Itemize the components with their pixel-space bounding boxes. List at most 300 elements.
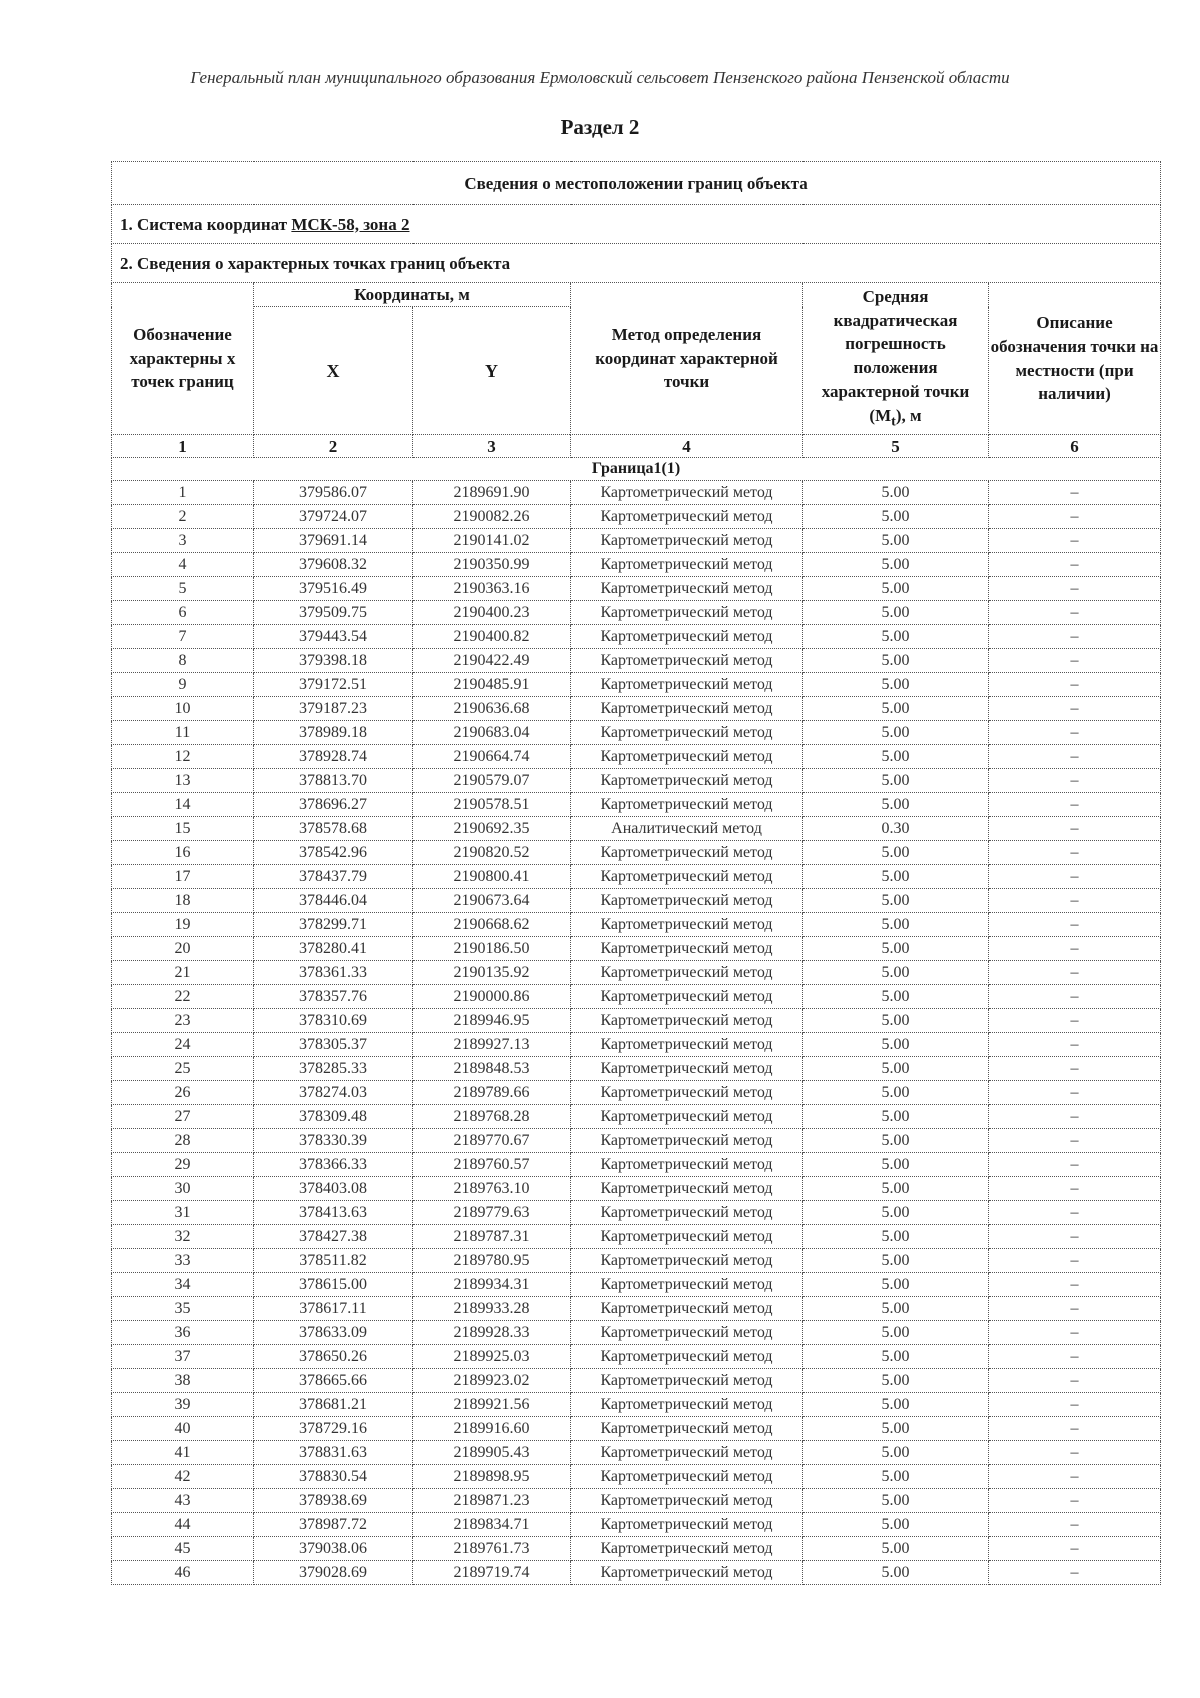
method-cell: Картометрический метод: [571, 649, 803, 673]
description-cell: –: [989, 625, 1161, 649]
points-heading: 2. Сведения о характерных точках границ объекта: [112, 244, 1161, 283]
error-cell: 5.00: [803, 649, 989, 673]
error-cell: 5.00: [803, 505, 989, 529]
method-cell: Картометрический метод: [571, 985, 803, 1009]
method-cell: Картометрический метод: [571, 1513, 803, 1537]
table-row: [112, 1513, 1161, 1537]
method-cell: Картометрический метод: [571, 1081, 803, 1105]
table-row: [112, 481, 1161, 505]
method-cell: Картометрический метод: [571, 1297, 803, 1321]
coord-y-cell: 2189761.73: [413, 1537, 571, 1561]
coord-y-cell: 2189928.33: [413, 1321, 571, 1345]
error-cell: 5.00: [803, 913, 989, 937]
table-row: [112, 1393, 1161, 1417]
error-cell: 5.00: [803, 577, 989, 601]
coord-x-cell: 379516.49: [254, 577, 413, 601]
description-cell: –: [989, 577, 1161, 601]
coord-x-cell: 378274.03: [254, 1081, 413, 1105]
coordinate-system-value: МСК-58, зона 2: [291, 214, 410, 234]
error-cell: 5.00: [803, 1081, 989, 1105]
table-row: [112, 1177, 1161, 1201]
table-row: [112, 1489, 1161, 1513]
coord-x-cell: 379028.69: [254, 1561, 413, 1585]
description-cell: –: [989, 601, 1161, 625]
method-cell: Картометрический метод: [571, 1177, 803, 1201]
method-cell: Картометрический метод: [571, 1273, 803, 1297]
point-number-cell: 6: [112, 601, 254, 625]
coord-x-cell: 378729.16: [254, 1417, 413, 1441]
coord-x-cell: 379586.07: [254, 481, 413, 505]
description-cell: –: [989, 841, 1161, 865]
coord-y-cell: 2190422.49: [413, 649, 571, 673]
method-cell: Картометрический метод: [571, 865, 803, 889]
coord-y-cell: 2190578.51: [413, 793, 571, 817]
point-number-cell: 45: [112, 1537, 254, 1561]
coord-x-cell: 379443.54: [254, 625, 413, 649]
point-number-cell: 28: [112, 1129, 254, 1153]
coord-y-cell: 2189871.23: [413, 1489, 571, 1513]
method-cell: Картометрический метод: [571, 1129, 803, 1153]
method-cell: Картометрический метод: [571, 1249, 803, 1273]
table-row: [112, 529, 1161, 553]
col-error-subscript: t: [891, 413, 896, 430]
error-cell: 5.00: [803, 553, 989, 577]
point-number-cell: 14: [112, 793, 254, 817]
coord-x-cell: 378987.72: [254, 1513, 413, 1537]
description-cell: –: [989, 481, 1161, 505]
table-row: [112, 1321, 1161, 1345]
point-number-cell: 9: [112, 673, 254, 697]
error-cell: 5.00: [803, 1561, 989, 1585]
coord-y-cell: 2189770.67: [413, 1129, 571, 1153]
table-row: [112, 889, 1161, 913]
error-cell: 5.00: [803, 1369, 989, 1393]
coord-y-cell: 2189921.56: [413, 1393, 571, 1417]
description-cell: –: [989, 1273, 1161, 1297]
error-cell: 5.00: [803, 481, 989, 505]
coord-y-cell: 2190692.35: [413, 817, 571, 841]
point-number-cell: 43: [112, 1489, 254, 1513]
coord-x-cell: 378437.79: [254, 865, 413, 889]
table-row: [112, 1201, 1161, 1225]
description-cell: –: [989, 1081, 1161, 1105]
table-row: [112, 865, 1161, 889]
coord-x-cell: 378299.71: [254, 913, 413, 937]
error-cell: 5.00: [803, 793, 989, 817]
description-cell: –: [989, 1249, 1161, 1273]
error-cell: 5.00: [803, 1273, 989, 1297]
table-row: [112, 1033, 1161, 1057]
table-row: [112, 601, 1161, 625]
method-cell: Картометрический метод: [571, 1393, 803, 1417]
point-number-cell: 3: [112, 529, 254, 553]
method-cell: Картометрический метод: [571, 1489, 803, 1513]
coord-y-cell: 2189763.10: [413, 1177, 571, 1201]
error-cell: 5.00: [803, 1513, 989, 1537]
error-cell: 5.00: [803, 1249, 989, 1273]
point-number-cell: 41: [112, 1441, 254, 1465]
coord-y-cell: 2189925.03: [413, 1345, 571, 1369]
section-title: Раздел 2: [560, 115, 640, 139]
coord-x-cell: 378938.69: [254, 1489, 413, 1513]
method-cell: Картометрический метод: [571, 1345, 803, 1369]
point-number-cell: 32: [112, 1225, 254, 1249]
method-cell: Картометрический метод: [571, 961, 803, 985]
coord-y-cell: 2189760.57: [413, 1153, 571, 1177]
error-cell: 5.00: [803, 1129, 989, 1153]
coord-y-cell: 2190800.41: [413, 865, 571, 889]
table-row: [112, 673, 1161, 697]
method-cell: Картометрический метод: [571, 1465, 803, 1489]
table-row: [112, 1441, 1161, 1465]
table-row: [112, 1369, 1161, 1393]
table-row: [112, 505, 1161, 529]
error-cell: 5.00: [803, 1009, 989, 1033]
point-number-cell: 4: [112, 553, 254, 577]
description-cell: –: [989, 961, 1161, 985]
error-cell: 5.00: [803, 1465, 989, 1489]
error-cell: 5.00: [803, 1153, 989, 1177]
coordinate-system-label: 1. Система координат: [120, 214, 292, 234]
method-cell: Картометрический метод: [571, 1033, 803, 1057]
error-cell: 5.00: [803, 1537, 989, 1561]
error-cell: 5.00: [803, 961, 989, 985]
description-cell: –: [989, 529, 1161, 553]
point-number-cell: 39: [112, 1393, 254, 1417]
col-number-5: 5: [803, 435, 989, 458]
coord-y-cell: 2189927.13: [413, 1033, 571, 1057]
error-cell: 5.00: [803, 1441, 989, 1465]
table-row: [112, 697, 1161, 721]
point-number-cell: 12: [112, 745, 254, 769]
col-description-header: Описание обозначения точки на местности (при наличии): [989, 283, 1161, 435]
description-cell: –: [989, 1057, 1161, 1081]
coord-y-cell: 2190664.74: [413, 745, 571, 769]
coord-x-cell: 378928.74: [254, 745, 413, 769]
col-coordinates-header: Координаты, м: [254, 283, 571, 307]
coord-x-cell: 378357.76: [254, 985, 413, 1009]
coord-y-cell: 2190363.16: [413, 577, 571, 601]
coord-y-cell: 2190350.99: [413, 553, 571, 577]
error-cell: 5.00: [803, 1393, 989, 1417]
description-cell: –: [989, 817, 1161, 841]
method-cell: Картометрический метод: [571, 1441, 803, 1465]
point-number-cell: 18: [112, 889, 254, 913]
table-row: [112, 841, 1161, 865]
method-cell: Картометрический метод: [571, 841, 803, 865]
error-cell: 5.00: [803, 1177, 989, 1201]
point-number-cell: 34: [112, 1273, 254, 1297]
coord-y-cell: 2189898.95: [413, 1465, 571, 1489]
point-number-cell: 19: [112, 913, 254, 937]
point-number-cell: 7: [112, 625, 254, 649]
point-number-cell: 27: [112, 1105, 254, 1129]
description-cell: –: [989, 1321, 1161, 1345]
description-cell: –: [989, 1225, 1161, 1249]
description-cell: –: [989, 985, 1161, 1009]
point-number-cell: 10: [112, 697, 254, 721]
error-cell: 5.00: [803, 1321, 989, 1345]
coord-x-cell: 378578.68: [254, 817, 413, 841]
point-number-cell: 21: [112, 961, 254, 985]
description-cell: –: [989, 889, 1161, 913]
col-x-header: X: [254, 307, 413, 435]
point-number-cell: 2: [112, 505, 254, 529]
running-header: Генеральный план муниципального образования Ермоловский сельсовет Пензенского района Пензенской области: [190, 68, 1010, 87]
col-error-header: [803, 283, 989, 435]
description-cell: –: [989, 745, 1161, 769]
coord-x-cell: 379172.51: [254, 673, 413, 697]
error-cell: 5.00: [803, 865, 989, 889]
error-cell: 5.00: [803, 1057, 989, 1081]
coord-y-cell: 2190400.23: [413, 601, 571, 625]
coord-x-cell: 378831.63: [254, 1441, 413, 1465]
table-row: [112, 1417, 1161, 1441]
error-cell: 5.00: [803, 601, 989, 625]
description-cell: –: [989, 1369, 1161, 1393]
method-cell: Картометрический метод: [571, 913, 803, 937]
coord-y-cell: 2190186.50: [413, 937, 571, 961]
coord-y-cell: 2190636.68: [413, 697, 571, 721]
coord-x-cell: 378280.41: [254, 937, 413, 961]
description-cell: –: [989, 1033, 1161, 1057]
point-number-cell: 30: [112, 1177, 254, 1201]
table-row: [112, 769, 1161, 793]
method-cell: Картометрический метод: [571, 553, 803, 577]
table-title: Сведения о местоположении границ объекта: [112, 162, 1161, 205]
coord-y-cell: 2190668.62: [413, 913, 571, 937]
description-cell: –: [989, 1177, 1161, 1201]
group-label: Граница1(1): [112, 458, 1161, 481]
table-row: [112, 817, 1161, 841]
col-number-4: 4: [571, 435, 803, 458]
point-number-cell: 23: [112, 1009, 254, 1033]
description-cell: –: [989, 1105, 1161, 1129]
description-cell: –: [989, 1417, 1161, 1441]
description-cell: –: [989, 1393, 1161, 1417]
table-row: [112, 985, 1161, 1009]
method-cell: Картометрический метод: [571, 937, 803, 961]
coord-y-cell: 2190141.02: [413, 529, 571, 553]
description-cell: –: [989, 913, 1161, 937]
coord-x-cell: 379509.75: [254, 601, 413, 625]
table-row: [112, 1105, 1161, 1129]
point-number-cell: 16: [112, 841, 254, 865]
point-number-cell: 38: [112, 1369, 254, 1393]
col-method-header: Метод определения координат характерной точки: [571, 283, 803, 435]
table-row: [112, 625, 1161, 649]
method-cell: Аналитический метод: [571, 817, 803, 841]
coord-y-cell: 2189789.66: [413, 1081, 571, 1105]
coord-y-cell: 2190135.92: [413, 961, 571, 985]
coord-y-cell: 2189933.28: [413, 1297, 571, 1321]
coord-x-cell: 378361.33: [254, 961, 413, 985]
table-row: [112, 961, 1161, 985]
point-number-cell: 22: [112, 985, 254, 1009]
coord-y-cell: 2190820.52: [413, 841, 571, 865]
method-cell: Картометрический метод: [571, 1537, 803, 1561]
method-cell: Картометрический метод: [571, 1009, 803, 1033]
method-cell: Картометрический метод: [571, 1057, 803, 1081]
coord-x-cell: 378330.39: [254, 1129, 413, 1153]
error-cell: 5.00: [803, 745, 989, 769]
method-cell: Картометрический метод: [571, 1417, 803, 1441]
coord-y-cell: 2189905.43: [413, 1441, 571, 1465]
coord-x-cell: 379398.18: [254, 649, 413, 673]
coord-y-cell: 2189848.53: [413, 1057, 571, 1081]
description-cell: –: [989, 1441, 1161, 1465]
description-cell: –: [989, 865, 1161, 889]
error-cell: 0.30: [803, 817, 989, 841]
description-cell: –: [989, 1009, 1161, 1033]
table-row: [112, 1081, 1161, 1105]
coord-y-cell: 2190673.64: [413, 889, 571, 913]
coord-y-cell: 2190082.26: [413, 505, 571, 529]
coord-x-cell: 378366.33: [254, 1153, 413, 1177]
table-row: [112, 1249, 1161, 1273]
error-cell: 5.00: [803, 1489, 989, 1513]
method-cell: Картометрический метод: [571, 1369, 803, 1393]
coord-x-cell: 378285.33: [254, 1057, 413, 1081]
error-cell: 5.00: [803, 1297, 989, 1321]
point-number-cell: 15: [112, 817, 254, 841]
coord-y-cell: 2189779.63: [413, 1201, 571, 1225]
col-designation-header: Обозначение характерны х точек границ: [112, 283, 254, 435]
method-cell: Картометрический метод: [571, 745, 803, 769]
table-row: [112, 1537, 1161, 1561]
coord-y-cell: 2190579.07: [413, 769, 571, 793]
coord-x-cell: 378403.08: [254, 1177, 413, 1201]
coord-x-cell: 379608.32: [254, 553, 413, 577]
table-row: [112, 913, 1161, 937]
coord-x-cell: 378989.18: [254, 721, 413, 745]
description-cell: –: [989, 1153, 1161, 1177]
coord-x-cell: 378696.27: [254, 793, 413, 817]
coord-x-cell: 379187.23: [254, 697, 413, 721]
error-cell: 5.00: [803, 769, 989, 793]
description-cell: –: [989, 1465, 1161, 1489]
point-number-cell: 44: [112, 1513, 254, 1537]
table-row: [112, 1561, 1161, 1585]
coord-y-cell: 2189934.31: [413, 1273, 571, 1297]
coord-y-cell: 2189916.60: [413, 1417, 571, 1441]
point-number-cell: 17: [112, 865, 254, 889]
method-cell: Картометрический метод: [571, 625, 803, 649]
coord-x-cell: 378650.26: [254, 1345, 413, 1369]
error-cell: 5.00: [803, 1225, 989, 1249]
point-number-cell: 29: [112, 1153, 254, 1177]
description-cell: –: [989, 505, 1161, 529]
error-cell: 5.00: [803, 529, 989, 553]
coordinate-system-row: [112, 205, 1161, 244]
description-cell: –: [989, 1537, 1161, 1561]
point-number-cell: 25: [112, 1057, 254, 1081]
table-row: [112, 937, 1161, 961]
point-number-cell: 20: [112, 937, 254, 961]
table-row: [112, 1129, 1161, 1153]
point-number-cell: 36: [112, 1321, 254, 1345]
coord-x-cell: 378665.66: [254, 1369, 413, 1393]
description-cell: –: [989, 721, 1161, 745]
point-number-cell: 11: [112, 721, 254, 745]
point-number-cell: 37: [112, 1345, 254, 1369]
error-cell: 5.00: [803, 697, 989, 721]
error-cell: 5.00: [803, 889, 989, 913]
point-number-cell: 8: [112, 649, 254, 673]
table-row: [112, 721, 1161, 745]
error-cell: 5.00: [803, 1033, 989, 1057]
coord-x-cell: 378813.70: [254, 769, 413, 793]
table-row: [112, 1057, 1161, 1081]
table-row: [112, 553, 1161, 577]
table-row: [112, 1345, 1161, 1369]
description-cell: –: [989, 1201, 1161, 1225]
method-cell: Картометрический метод: [571, 1153, 803, 1177]
description-cell: –: [989, 673, 1161, 697]
col-error-tail: ), м: [895, 405, 922, 425]
col-number-1: 1: [112, 435, 254, 458]
point-number-cell: 42: [112, 1465, 254, 1489]
table-row: [112, 745, 1161, 769]
point-number-cell: 1: [112, 481, 254, 505]
coord-y-cell: 2189946.95: [413, 1009, 571, 1033]
coord-y-cell: 2189780.95: [413, 1249, 571, 1273]
table-row: [112, 1465, 1161, 1489]
coord-y-cell: 2189923.02: [413, 1369, 571, 1393]
point-number-cell: 35: [112, 1297, 254, 1321]
error-cell: 5.00: [803, 721, 989, 745]
col-number-3: 3: [413, 435, 571, 458]
col-error-text: Средняя квадратическая погрешность положения характерной точки (М: [821, 286, 970, 425]
error-cell: 5.00: [803, 985, 989, 1009]
coord-x-cell: 378542.96: [254, 841, 413, 865]
method-cell: Картометрический метод: [571, 1561, 803, 1585]
method-cell: Картометрический метод: [571, 601, 803, 625]
col-number-6: 6: [989, 435, 1161, 458]
method-cell: Картометрический метод: [571, 793, 803, 817]
boundary-points-table: [111, 161, 1161, 1585]
coord-x-cell: 379038.06: [254, 1537, 413, 1561]
point-number-cell: 46: [112, 1561, 254, 1585]
coord-x-cell: 378511.82: [254, 1249, 413, 1273]
coord-x-cell: 378615.00: [254, 1273, 413, 1297]
description-cell: –: [989, 1513, 1161, 1537]
error-cell: 5.00: [803, 1201, 989, 1225]
description-cell: –: [989, 1297, 1161, 1321]
col-number-2: 2: [254, 435, 413, 458]
description-cell: –: [989, 769, 1161, 793]
coord-x-cell: 378305.37: [254, 1033, 413, 1057]
method-cell: Картометрический метод: [571, 673, 803, 697]
table-row: [112, 1273, 1161, 1297]
error-cell: 5.00: [803, 841, 989, 865]
point-number-cell: 33: [112, 1249, 254, 1273]
description-cell: –: [989, 553, 1161, 577]
point-number-cell: 40: [112, 1417, 254, 1441]
error-cell: 5.00: [803, 1417, 989, 1441]
point-number-cell: 5: [112, 577, 254, 601]
table-row: [112, 1153, 1161, 1177]
method-cell: Картометрический метод: [571, 769, 803, 793]
table-row: [112, 1009, 1161, 1033]
coord-y-cell: 2190683.04: [413, 721, 571, 745]
method-cell: Картометрический метод: [571, 1225, 803, 1249]
coord-x-cell: 378310.69: [254, 1009, 413, 1033]
coord-x-cell: 378617.11: [254, 1297, 413, 1321]
description-cell: –: [989, 1129, 1161, 1153]
error-cell: 5.00: [803, 937, 989, 961]
coord-x-cell: 378446.04: [254, 889, 413, 913]
